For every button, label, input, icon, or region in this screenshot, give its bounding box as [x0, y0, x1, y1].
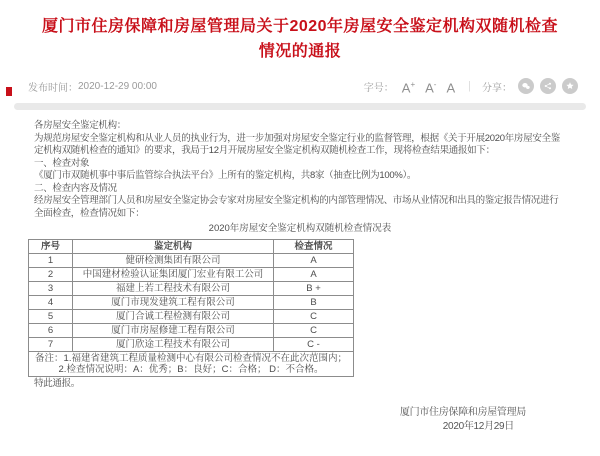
share-label: 分享： — [482, 82, 512, 94]
font-larger-button[interactable]: A+ — [401, 80, 416, 96]
section-2-text: 经房屋安全管理部门人员和房屋安全鉴定协会专家对房屋安全鉴定机构的内部管理情况、市场从业情况和出具的鉴定报告情况进行全面检查，检查情况如下： — [34, 195, 559, 219]
publish-time-label: 发布时间： — [28, 82, 78, 94]
share-network-icon[interactable] — [540, 78, 556, 94]
result-cell: A — [274, 253, 354, 267]
org-cell: 厦门欣途工程技术有限公司 — [73, 337, 274, 351]
red-accent-marker — [6, 87, 12, 96]
seq-cell: 7 — [29, 337, 73, 351]
section-1-heading: 一、检查对象 — [34, 157, 90, 169]
star-icon[interactable] — [562, 78, 578, 94]
page-title — [38, 14, 562, 64]
toolbar-separator: | — [468, 80, 471, 93]
result-cell: A — [274, 267, 354, 281]
table-row — [29, 267, 354, 281]
note-line-2: 2.检查情况说明：A：优秀；B：良好；C：合格； D：不合格。 — [58, 363, 324, 375]
issuer-name: 厦门市住房保障和房屋管理局 — [399, 406, 526, 418]
table-header-row — [29, 239, 354, 253]
seq-cell: 2 — [29, 267, 73, 281]
result-cell: C - — [274, 337, 354, 351]
toolbar-right — [364, 78, 578, 94]
result-cell: B + — [274, 281, 354, 295]
table-caption: 2020年房屋安全鉴定机构双随机检查情况表 — [208, 223, 392, 235]
signature-block — [34, 406, 526, 434]
header-divider — [14, 103, 586, 110]
publish-time-value: 2020-12-29 00:00 — [78, 80, 157, 92]
header-org: 鉴定机构 — [73, 239, 274, 253]
meta-toolbar — [28, 78, 578, 94]
page-title-line2: 情况的通报 — [258, 43, 342, 60]
result-cell: C — [274, 309, 354, 323]
publish-time — [28, 79, 157, 94]
table-note — [29, 351, 354, 376]
section-2-heading: 二、检查内容及情况 — [34, 182, 117, 194]
table-note-row — [29, 351, 354, 376]
org-cell: 健研检测集团有限公司 — [73, 253, 274, 267]
table-row — [29, 295, 354, 309]
page-title-line1: 厦门市住房保障和房屋管理局关于2020年房屋安全鉴定机构双随机检查 — [41, 18, 559, 35]
issue-date: 2020年12月29日 — [442, 420, 514, 432]
seq-cell: 6 — [29, 323, 73, 337]
header-seq: 序号 — [29, 239, 73, 253]
wechat-icon[interactable] — [518, 78, 534, 94]
seq-cell: 1 — [29, 253, 73, 267]
table-row — [29, 281, 354, 295]
document-body — [34, 120, 566, 434]
table-row — [29, 323, 354, 337]
result-cell: B — [274, 295, 354, 309]
note-line-1: 备注：1.福建省建筑工程质量检测中心有限公司检查情况不在此次范围内； — [35, 352, 347, 364]
inspection-results-table — [28, 239, 354, 377]
section-1-text: 《厦门市双随机事中事后监管综合执法平台》上所有的鉴定机构，共8家（抽查比例为100%）。 — [34, 170, 417, 182]
table-row — [29, 253, 354, 267]
font-size-label: 字号： — [363, 82, 394, 94]
seq-cell: 5 — [29, 309, 73, 323]
font-default-button[interactable]: A — [446, 80, 456, 96]
result-cell: C — [274, 323, 354, 337]
table-row — [29, 337, 354, 351]
header-result: 检查情况 — [274, 239, 354, 253]
org-cell: 厦门合诚工程检测有限公司 — [73, 309, 274, 323]
org-cell: 福建上若工程技术有限公司 — [73, 281, 274, 295]
seq-cell: 4 — [29, 295, 73, 309]
paragraph-intro: 为规范房屋安全鉴定机构和从业人员的执业行为，进一步加强对房屋安全鉴定行业的监督管理，根据《关于开展2020年房屋安全鉴定机构双随机检查的通知》的要求，我局于12月开展房屋安全鉴定机构双随机检查工作，现将检查结果通报如下： — [34, 132, 560, 157]
table-row — [29, 309, 354, 323]
font-smaller-button[interactable]: A- — [425, 80, 437, 96]
seq-cell: 3 — [29, 281, 73, 295]
org-cell: 中国建材检验认证集团厦门宏业有限工公司 — [73, 267, 274, 281]
salutation: 各房屋安全鉴定机构： — [34, 120, 127, 132]
closing-statement: 特此通报。 — [34, 377, 81, 389]
org-cell: 厦门市房屋修建工程有限公司 — [73, 323, 274, 337]
org-cell: 厦门市现发建筑工程有限公司 — [73, 295, 274, 309]
